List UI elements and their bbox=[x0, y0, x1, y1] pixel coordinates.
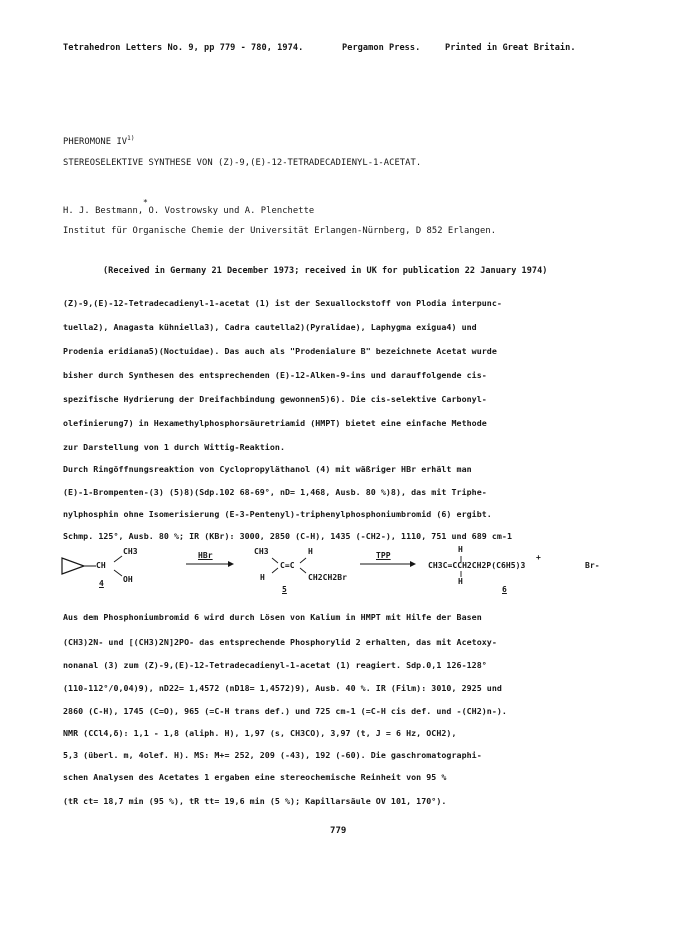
received-note: (Received in Germany 21 December 1973; received in UK for publication 22 January 1974) bbox=[103, 266, 548, 276]
body-line: zur Darstellung von 1 durch Wittig-Reaktion. bbox=[63, 442, 285, 452]
bond-line bbox=[114, 556, 122, 562]
body-line: tuella2), Anagasta kühniella3), Cadra cautella2)(Pyralidae), Laphygma exigua4) und bbox=[63, 322, 477, 332]
bond-line bbox=[272, 568, 278, 573]
body-line: (tR ct= 18,7 min (95 %), tR tt= 19,6 min (5 %); Kapillarsäule OV 101, 170°). bbox=[63, 796, 447, 806]
body-line: nylphosphin ohne Isomerisierung (E-3-Pentenyl)-triphenylphosphoniumbromid (6) ergibt. bbox=[63, 509, 492, 519]
series-title-text: PHEROMONE IV bbox=[63, 137, 128, 147]
bond-line bbox=[114, 570, 122, 576]
corresponding-author-mark: * bbox=[143, 198, 148, 207]
series-title bbox=[63, 137, 134, 148]
prod-formula: CH3C=CCH2CH2P(C6H5)3 bbox=[428, 561, 526, 570]
body-line: bisher durch Synthesen des entsprechenden (E)-12-Alken-9-ins und darauffolgende cis- bbox=[63, 370, 487, 380]
body-line: olefinierung7) in Hexamethylphosphorsäuretriamid (HMPT) bietet eine einfache Methode bbox=[63, 418, 487, 428]
author-line bbox=[63, 206, 314, 217]
body-line: NMR (CCl4,δ): 1,1 - 1,8 (aliph. H), 1,97 (s, CH3CO), 3,97 (t, J = 6 Hz, OCH2), bbox=[63, 728, 457, 738]
mid-h-left: H bbox=[260, 573, 265, 582]
prod-h-top: H bbox=[458, 545, 463, 554]
body-line: Prodenia eridiana5)(Noctuidae). Das auch als "Prodenialure B" bezeichnete Acetat wurde bbox=[63, 346, 497, 356]
body-line: (110-112°/0,04)9), nD22= 1,4572 (nD18= 1,4572)9), Ausb. 40 %. IR (Film): 3010, 2925 und bbox=[63, 683, 502, 693]
compound-number-5: 5 bbox=[282, 585, 287, 594]
arrowhead-icon bbox=[410, 561, 416, 567]
body-line: Schmp. 125°, Ausb. 80 %; IR (KBr): 3000, 2850 (C-H), 1435 (-CH2-), 1110, 751 und 689 cm-1 bbox=[63, 531, 513, 541]
body-line: nonanal (3) zum (Z)-9,(E)-12-Tetradecadienyl-1-acetat (1) reagiert. Sdp.0,1 126-128° bbox=[63, 660, 487, 670]
cyclopropyl-ring bbox=[62, 558, 84, 574]
mid-h-top: H bbox=[308, 547, 313, 556]
mid-chain: CH2CH2Br bbox=[308, 573, 347, 582]
affiliation: Institut für Organische Chemie der Universität Erlangen-Nürnberg, D 852 Erlangen. bbox=[63, 226, 497, 236]
prod-plus: + bbox=[536, 553, 541, 562]
publisher: Pergamon Press. bbox=[342, 43, 421, 53]
body-line: (Z)-9,(E)-12-Tetradecadienyl-1-acetat (1) ist der Sexuallockstoff von Plodia interpunc- bbox=[63, 298, 502, 308]
start-oh: OH bbox=[123, 575, 133, 584]
body-line: Durch Ringöffnungsreaktion von Cyclopropyläthanol (4) mit wäßriger HBr erhält man bbox=[63, 464, 472, 474]
compound-number-6: 6 bbox=[502, 585, 507, 594]
series-ref: 1) bbox=[127, 135, 135, 143]
body-line: 5,3 (überl. m, 4olef. H). MS: M+= 252, 209 (-43), 192 (-60). Die gaschromatographi- bbox=[63, 750, 482, 760]
body-line: (E)-1-Brompenten-(3) (5)8)(Sdp.102 68-69°, nD= 1,468, Ausb. 80 %)8), das mit Triphe- bbox=[63, 487, 487, 497]
bond-line bbox=[272, 558, 278, 563]
scheme-graphic bbox=[60, 540, 630, 600]
bond-line bbox=[300, 568, 306, 573]
author-names: H. J. Bestmann, O. Vostrowsky und A. Plenchette bbox=[63, 206, 315, 216]
reagent-tpp: TPP bbox=[376, 551, 391, 560]
paper-title: STEREOSELEKTIVE SYNTHESE VON (Z)-9,(E)-12-TETRADECADIENYL-1-ACETAT. bbox=[63, 158, 422, 168]
body-line: 2860 (C-H), 1745 (C=O), 965 (=C-H trans def.) und 725 cm-1 (=C-H cis def. und -(CH2)n-). bbox=[63, 706, 507, 716]
prod-h-bottom: H bbox=[458, 577, 463, 586]
reaction-scheme bbox=[60, 540, 630, 600]
body-line: schen Analysen des Acetates 1 ergaben eine stereochemische Reinheit von 95 % bbox=[63, 772, 447, 782]
printed-in: Printed in Great Britain. bbox=[445, 43, 576, 53]
body-line: (CH3)2N- und [(CH3)2N]2PO- das entsprechende Phosphorylid 2 erhalten, das mit Acetoxy- bbox=[63, 637, 497, 647]
start-ch3: CH3 bbox=[123, 547, 138, 556]
page-number: 779 bbox=[330, 826, 347, 836]
prod-bromide: Br- bbox=[585, 561, 600, 570]
body-line: Aus dem Phosphoniumbromid 6 wird durch Lösen von Kalium in HMPT mit Hilfe der Basen bbox=[63, 612, 482, 622]
body-line: spezifische Hydrierung der Dreifachbindung gewonnen5)6). Die cis-selektive Carbonyl- bbox=[63, 394, 487, 404]
mid-ch3: CH3 bbox=[254, 547, 269, 556]
bond-line bbox=[300, 558, 306, 563]
compound-number-4: 4 bbox=[99, 579, 104, 588]
start-ch: CH bbox=[96, 561, 106, 570]
reagent-hbr: HBr bbox=[198, 551, 213, 560]
journal-citation: Tetrahedron Letters No. 9, pp 779 - 780, 1974. bbox=[63, 43, 304, 53]
mid-cc: C=C bbox=[280, 561, 295, 570]
arrowhead-icon bbox=[228, 561, 234, 567]
